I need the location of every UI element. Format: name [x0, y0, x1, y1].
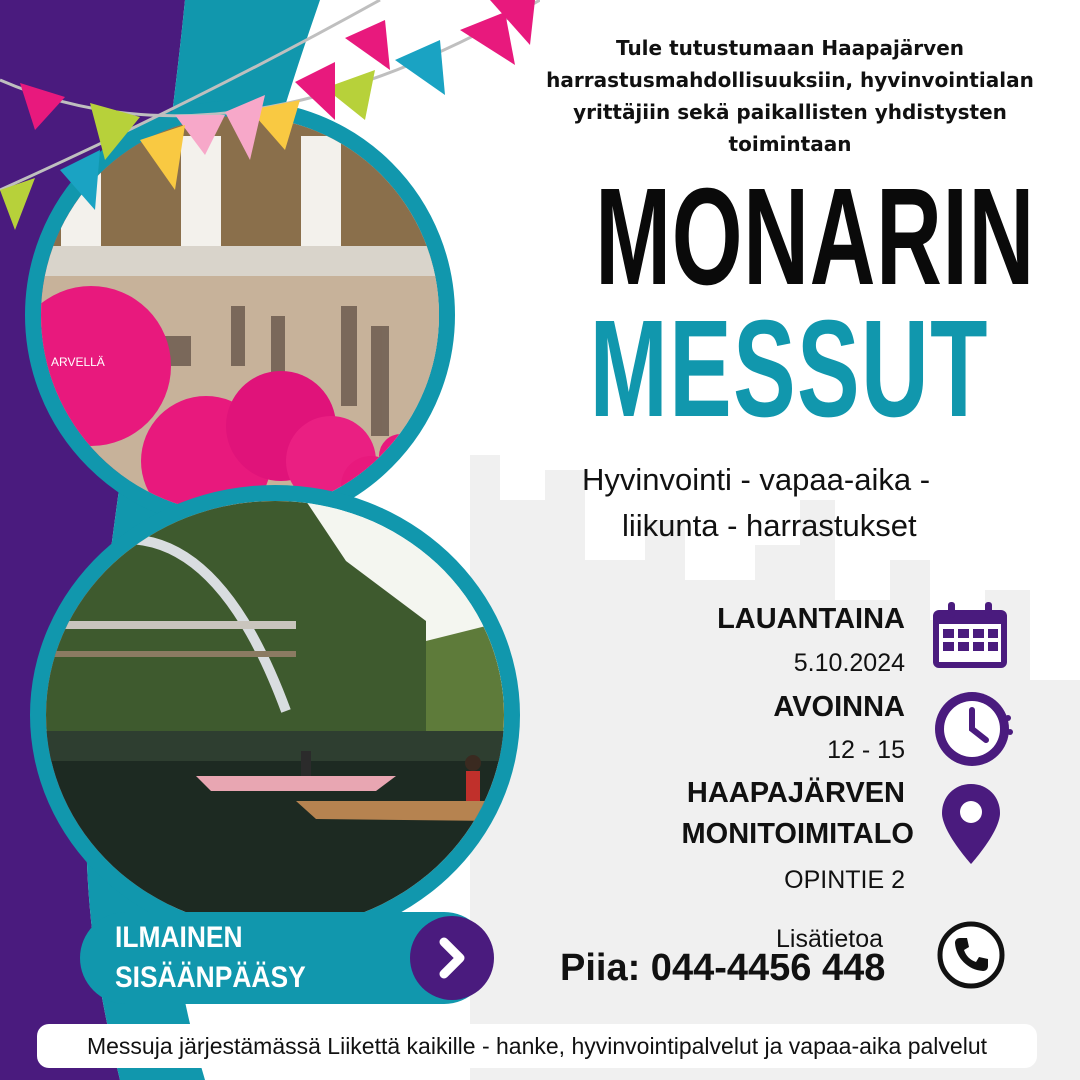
- date-label: LAUANTAINA: [717, 603, 905, 635]
- venue-line2: MONITOIMITALO: [681, 818, 914, 850]
- title-line1: MONARIN: [595, 160, 1035, 314]
- organizer-footer: Messuja järjestämässä Liikettä kaikille - hanke, hyvinvointipalvelut ja vapaa-aika palvelut: [37, 1024, 1037, 1068]
- venue-line1: HAAPAJÄRVEN: [686, 777, 905, 809]
- contact-label: Lisätietoa: [776, 925, 884, 953]
- date-value: 5.10.2024: [793, 649, 905, 677]
- river-kayak-photo: [30, 485, 520, 945]
- intro-text: Tule tutustumaan Haapajärven harrastusmahdollisuuksiin, hyvinvointialan yrittäjiin sekä paikallisten yhdistysten toimintaan: [546, 36, 1034, 156]
- tagline-line1: Hyvinvointi - vapaa-aika -: [582, 462, 931, 497]
- river-kayak-image: [46, 501, 506, 931]
- hours-value: 12 - 15: [827, 736, 905, 764]
- contact-phone[interactable]: Piia: 044-4456 448: [560, 947, 886, 989]
- calendar-icon: [930, 602, 1010, 672]
- clock-icon: [932, 688, 1014, 770]
- free-entry-line2: SISÄÄNPÄÄSY: [115, 961, 306, 994]
- tagline-line2: liikunta - harrastukset: [622, 508, 917, 543]
- free-entry-line1: ILMAINEN: [115, 921, 243, 954]
- chevron-right-icon: [410, 916, 494, 1000]
- free-entry-arrow-button[interactable]: [410, 916, 494, 1000]
- hours-label: AVOINNA: [773, 691, 905, 723]
- phone-icon: [936, 920, 1006, 990]
- venue-address: OPINTIE 2: [784, 866, 905, 894]
- bunting-decoration: [0, 0, 540, 250]
- location-pin-icon: [940, 782, 1002, 866]
- balloon-text: ARVELLÄ: [51, 355, 105, 369]
- title-line2: MESSUT: [589, 292, 989, 446]
- free-entry-text: [115, 918, 306, 998]
